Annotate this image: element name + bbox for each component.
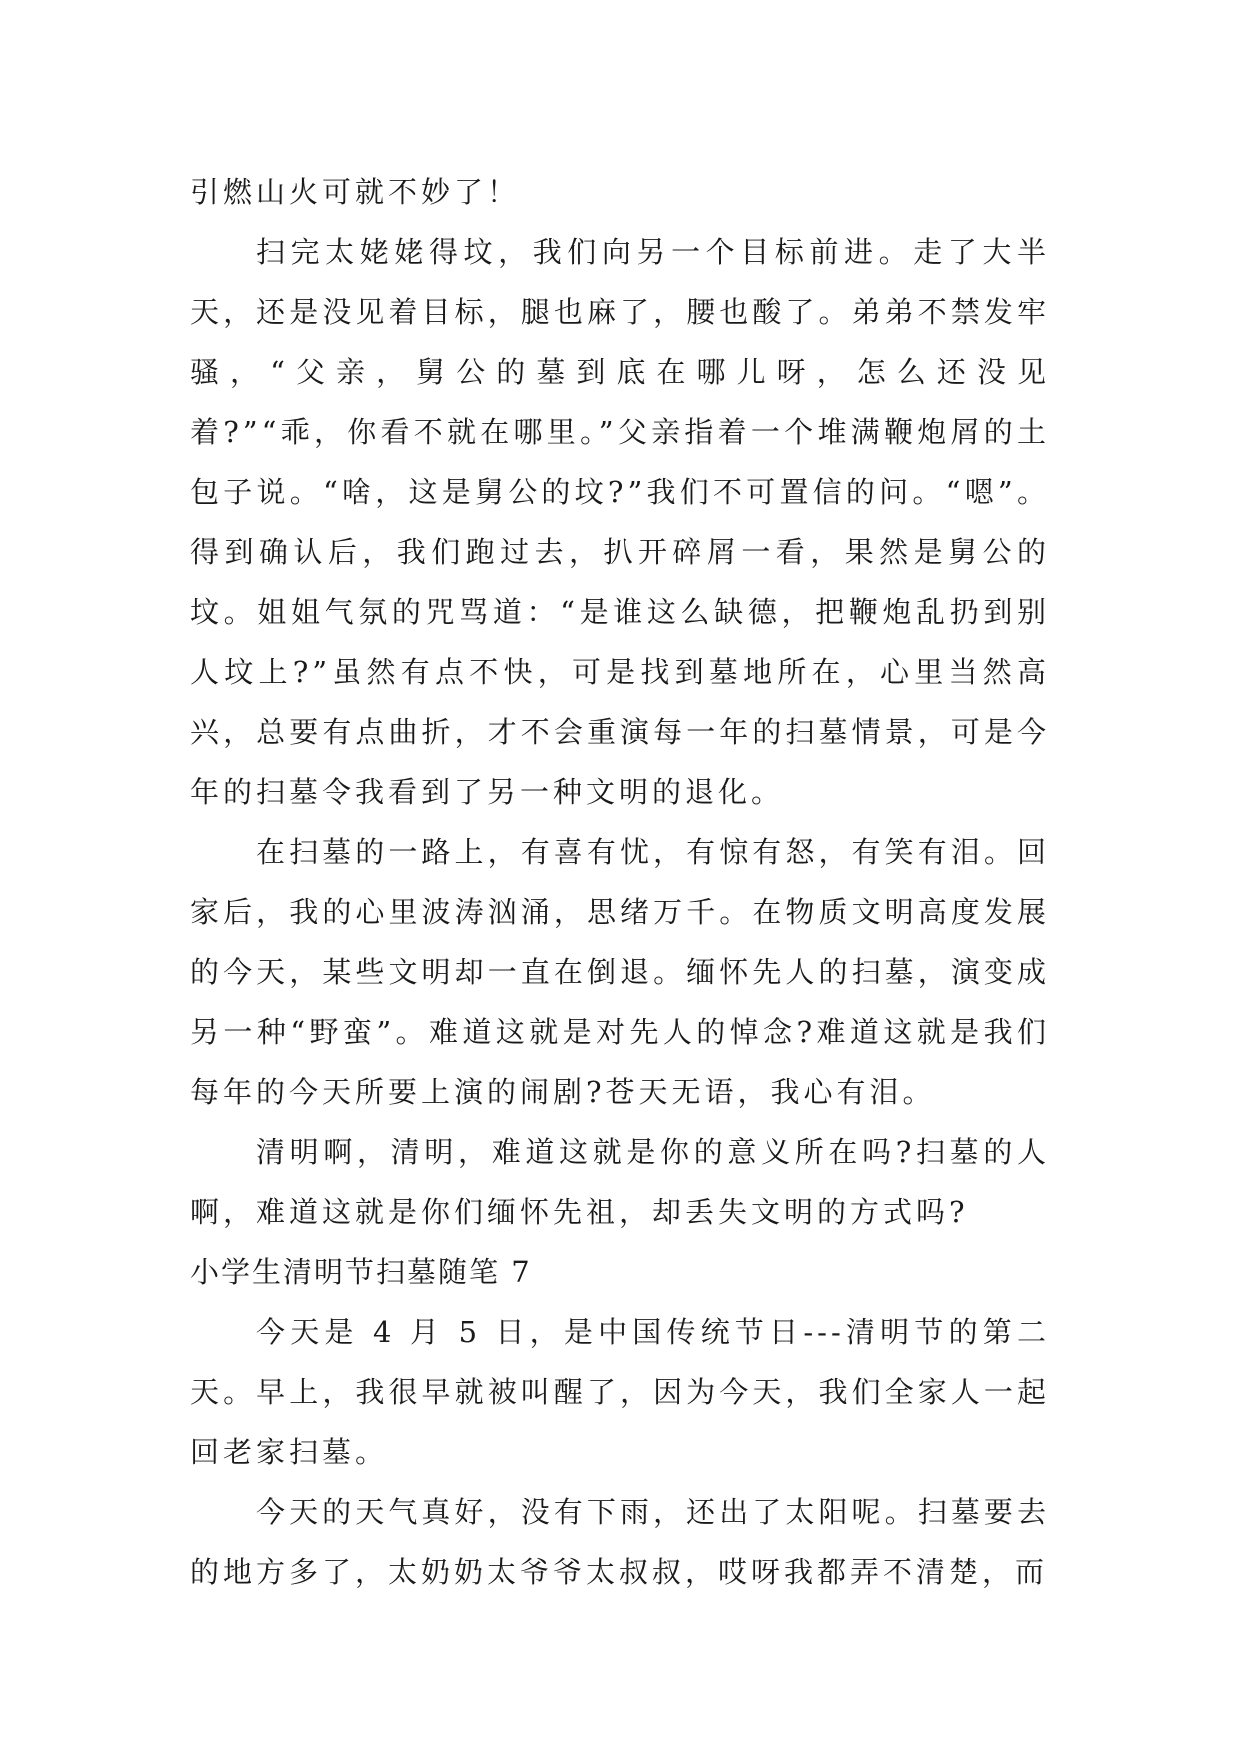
- paragraph: 扫完太姥姥得坟，我们向另一个目标前进。走了大半天，还是没见着目标，腿也麻了，腰也酸了。弟弟不禁发牢骚，“父亲，舅公的墓到底在哪儿呀，怎么还没见着?”“乖，你看不就在哪里。”父亲指着一个堆满鞭炮屑的土包子说。“啥，这是舅公的坟?”我们不可置信的问。“嗯”。得到确认后，我们跑过去，扒开碎屑一看，果然是舅公的坟。姐姐气氛的咒骂道：“是谁这么缺德，把鞭炮乱扔到别人坟上?”虽然有点不快，可是找到墓地所在，心里当然高兴，总要有点曲折，才不会重演每一年的扫墓情景，可是今年的扫墓令我看到了另一种文明的退化。: [190, 235, 1050, 809]
- section-heading: 小学生清明节扫墓随笔 7: [190, 1255, 532, 1289]
- paragraph: 引燃山火可就不妙了！: [190, 175, 521, 209]
- document-body: [190, 162, 1050, 1602]
- paragraph: 今天是 4 月 5 日，是中国传统节日---清明节的第二天。早上，我很早就被叫醒了，因为今天，我们全家人一起回老家扫墓。: [190, 1315, 1050, 1469]
- paragraph: 在扫墓的一路上，有喜有忧，有惊有怒，有笑有泪。回家后，我的心里波涛汹涌，思绪万千。在物质文明高度发展的今天，某些文明却一直在倒退。缅怀先人的扫墓，演变成另一种“野蛮”。难道这就是对先人的悼念?难道这就是我们每年的今天所要上演的闹剧?苍天无语，我心有泪。: [190, 835, 1050, 1109]
- paragraph: 今天的天气真好，没有下雨，还出了太阳呢。扫墓要去的地方多了，太奶奶太爷爷太叔叔，哎呀我都弄不清楚，而: [190, 1495, 1050, 1589]
- paragraph: 清明啊，清明，难道这就是你的意义所在吗?扫墓的人啊，难道这就是你们缅怀先祖，却丢失文明的方式吗?: [190, 1135, 1050, 1229]
